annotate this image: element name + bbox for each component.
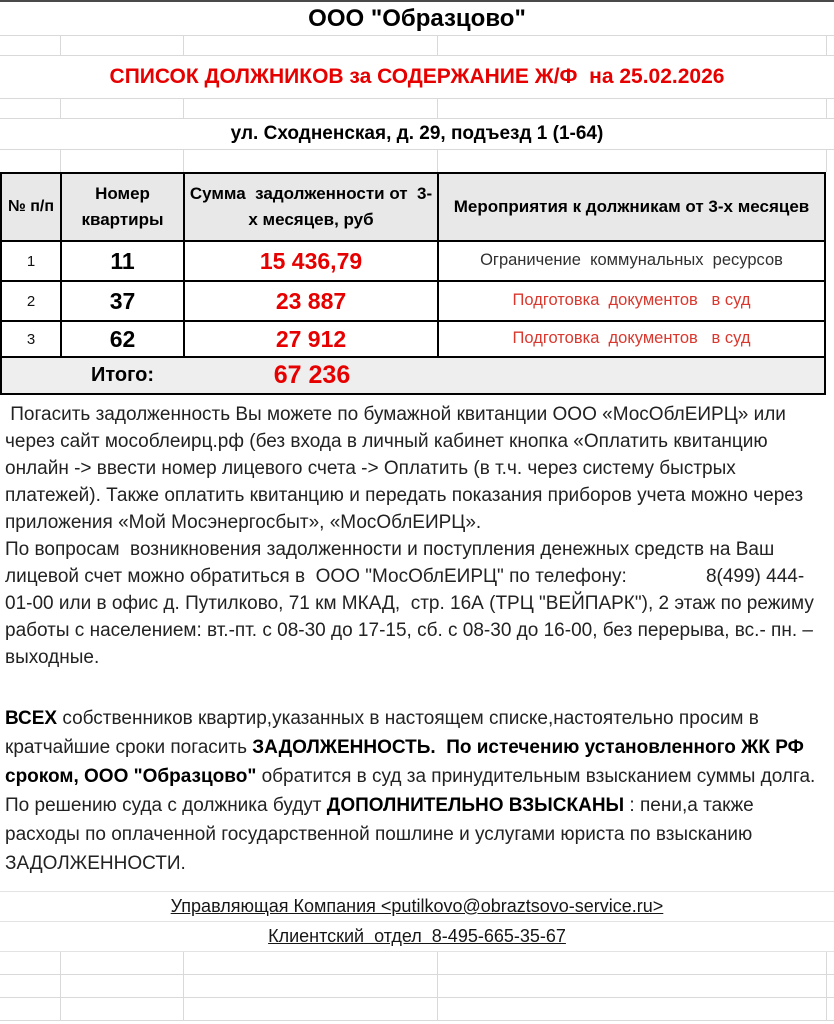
table-row xyxy=(2,240,824,280)
total-value: 67 236 xyxy=(273,361,351,389)
gridline xyxy=(183,998,184,1020)
debt-amount: 27 912 xyxy=(183,322,437,356)
payment-info-paragraph: Погасить задолженность Вы можете по бумажной квитанции ООО «МосОблЕИРЦ» или через сайт мособлеирц.рф (без входа в личный кабинет кнопка «Оплатить квитанцию онлайн -> ввести номер лицевого счета -> Оплатить (в т.ч. через систему быстрых платежей). Также оплатить квитанцию и передать показания приборов учета можно через приложения «Мой Мосэнергосбыт», «МосОблЕИРЦ». xyxy=(5,404,804,533)
apartment-number: 62 xyxy=(60,322,183,356)
gridline xyxy=(183,36,184,55)
gridline xyxy=(826,952,827,974)
client-department-row xyxy=(0,922,834,952)
empty-grid-row xyxy=(0,975,834,998)
warning-text-segment: ДОПОЛНИТЕЛЬНО ВЗЫСКАНЫ xyxy=(326,795,625,816)
gridline xyxy=(60,952,61,974)
action-taken: Подготовка документов в суд xyxy=(437,282,824,320)
gridline xyxy=(60,99,61,118)
debtors-list-title: СПИСОК ДОЛЖНИКОВ за СОДЕРЖАНИЕ Ж/Ф на 25.02.2026 xyxy=(0,56,834,99)
col-header-num: № п/п xyxy=(2,174,60,240)
gridline xyxy=(826,99,827,118)
empty-grid-row xyxy=(0,150,834,172)
table-header-row xyxy=(2,174,824,240)
empty-grid-row xyxy=(0,952,834,975)
total-label: Итого: xyxy=(90,364,155,386)
gridline xyxy=(437,99,438,118)
info-text-block xyxy=(0,395,834,878)
management-company-email: Управляющая Компания <putilkovo@obraztsovo-service.ru> xyxy=(170,896,664,916)
management-company-row xyxy=(0,892,834,922)
apartment-number: 11 xyxy=(60,242,183,280)
gridline xyxy=(437,36,438,55)
col-header-apartment: Номер квартиры xyxy=(60,174,183,240)
apartment-number: 37 xyxy=(60,282,183,320)
gridline xyxy=(183,99,184,118)
table-row xyxy=(2,280,824,320)
company-title: ООО "Образцово" xyxy=(0,0,834,36)
debt-amount: 15 436,79 xyxy=(183,242,437,280)
gridline xyxy=(60,998,61,1020)
warning-text-segment: ВСЕХ xyxy=(5,708,58,729)
gridline xyxy=(826,150,827,172)
gridline xyxy=(183,150,184,172)
gridline xyxy=(183,952,184,974)
col-header-debt: Сумма задолженности от 3-х месяцев, руб xyxy=(183,174,437,240)
total-empty-cell xyxy=(2,358,60,393)
gridline xyxy=(826,975,827,997)
gridline xyxy=(60,36,61,55)
action-taken: Ограничение коммунальных ресурсов xyxy=(437,242,824,280)
empty-grid-row xyxy=(0,36,834,56)
gridline xyxy=(826,36,827,55)
table-row xyxy=(2,320,824,356)
row-number: 1 xyxy=(26,252,36,270)
warning-text-segment: обратится в суд за принудительным взысканием суммы долга. По решению суда с должника будут xyxy=(5,766,816,816)
total-row xyxy=(2,356,824,393)
gridline xyxy=(60,150,61,172)
contact-info-paragraph: По вопросам возникновения задолженности и поступления денежных средств на Ваш лицевой счет можно обратиться в ООО "МосОблЕИРЦ" по телефону: 8(499) 444-01-00 или в офис д. Путилково, 71 км МКАД, стр. 16А (ТРЦ "ВЕЙПАРК"), 2 этаж по режиму работы с населением: вт.-пт. с 08-30 до 17-15, сб. с 08-30 до 16-00, без перерыва, вс.- пн. – выходные. xyxy=(5,539,814,668)
debt-amount: 23 887 xyxy=(183,282,437,320)
contacts-footer xyxy=(0,891,834,952)
gridline xyxy=(437,150,438,172)
warning-paragraph xyxy=(5,704,826,878)
address-title: ул. Сходненская, д. 29, подъезд 1 (1-64) xyxy=(0,119,834,150)
warning-text-segment: ЗАДОЛЖЕННОСТЬ. По истечению установленного ЖК РФ сроком, ООО "Образцово" xyxy=(5,737,804,787)
client-department-phone: Клиентский отдел 8-495-665-35-67 xyxy=(268,926,566,946)
debtors-table xyxy=(0,172,826,395)
total-empty-cell xyxy=(439,358,828,393)
gridline xyxy=(60,975,61,997)
row-number: 2 xyxy=(26,292,36,310)
action-taken: Подготовка документов в суд xyxy=(437,322,824,356)
row-number: 3 xyxy=(26,330,36,348)
gridline xyxy=(437,975,438,997)
empty-grid-row xyxy=(0,998,834,1021)
gridline xyxy=(437,952,438,974)
warning-text-segment: : пени,а также расходы по оплаченной государственной пошлине и услугами юриста по взысканию ЗАДОЛЖЕННОСТИ. xyxy=(5,795,754,874)
col-header-actions: Мероприятия к должникам от 3-х месяцев xyxy=(437,174,824,240)
warning-text-segment: собственников квартир,указанных в настоящем списке,настоятельно просим в кратчайшие сроки погасить xyxy=(5,708,759,758)
empty-grid-row xyxy=(0,99,834,119)
gridline xyxy=(183,975,184,997)
gridline xyxy=(826,998,827,1020)
gridline xyxy=(437,998,438,1020)
